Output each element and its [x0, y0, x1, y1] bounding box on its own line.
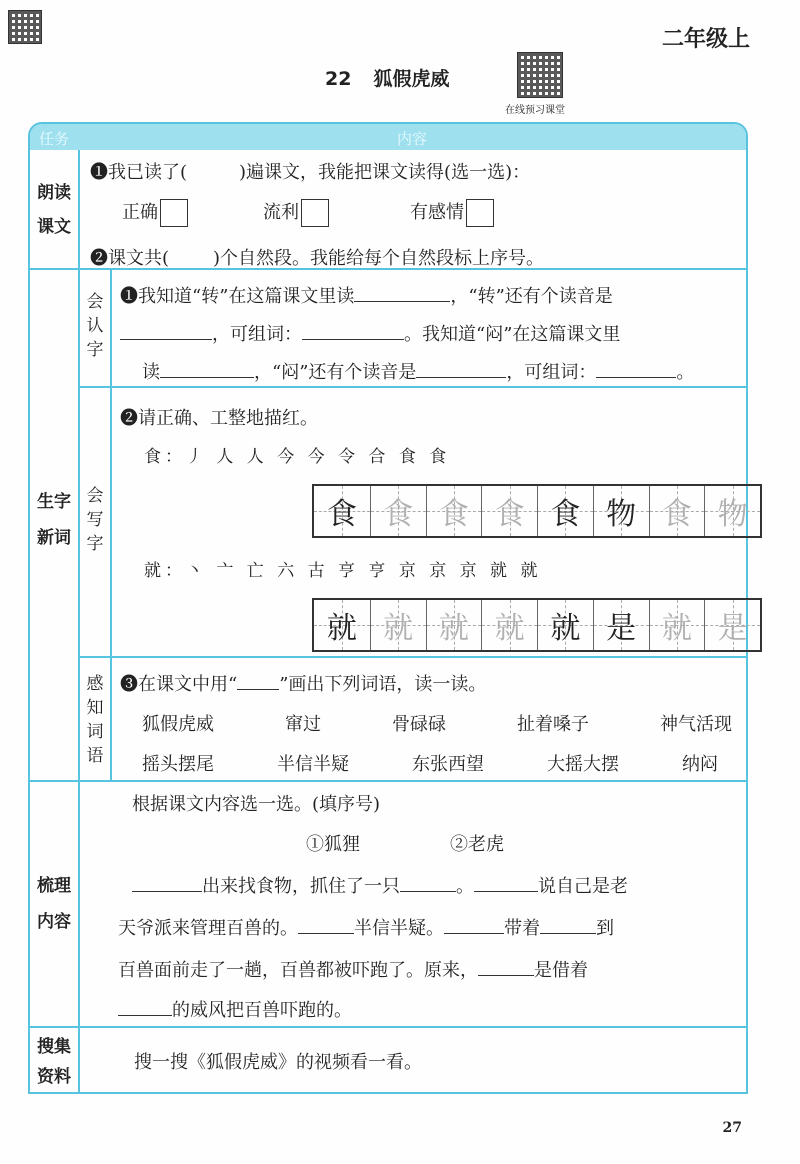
reading-option-3[interactable]: 有感情 [410, 198, 494, 227]
stroke-order-shi: 食：丿 人 人 今 今 令 合 食 食 [144, 447, 451, 467]
word[interactable]: 大摇大摆 [547, 754, 619, 775]
stroke-order-jiu: 就：丶 亠 亡 六 古 亨 亨 京 京 京 就 就 [144, 561, 542, 581]
grid-cell[interactable]: 就 [426, 600, 482, 650]
reading-option-1[interactable]: 正确 [122, 198, 188, 227]
tracing-grid-shi [312, 484, 762, 538]
lesson-title: 狐假虎威 [373, 68, 450, 90]
divider [78, 656, 746, 658]
word[interactable]: 骨碌碌 [392, 714, 446, 735]
grid-cell[interactable]: 就 [370, 600, 426, 650]
answer-blank[interactable] [298, 915, 354, 934]
label-characters: 生字 新词 [37, 492, 71, 548]
word[interactable]: 神气活现 [660, 714, 732, 735]
answer-blank[interactable] [118, 997, 172, 1016]
answer-blank[interactable] [540, 915, 596, 934]
answer-blank[interactable] [478, 957, 534, 976]
word[interactable]: 摇头摆尾 [142, 754, 214, 775]
answer-blank[interactable] [444, 915, 504, 934]
grade-label: 二年级上 [661, 27, 750, 52]
words-row-2 [142, 750, 718, 776]
summary-option-2: ②老虎 [450, 834, 504, 855]
recognize-line-3: 读 ，“闷”还有个读音是 ，可组词： 。 [142, 358, 694, 384]
grid-cell[interactable]: 就 [481, 600, 537, 650]
grid-cell[interactable]: 是 [704, 600, 760, 650]
answer-blank[interactable] [354, 283, 450, 302]
tracing-grid-jiu [312, 598, 762, 652]
answer-blank[interactable] [120, 321, 212, 340]
recognize-line-2: ，可组词： 。我知道“闷”在这篇课文里 [120, 320, 620, 346]
divider [78, 386, 746, 388]
grid-cell[interactable]: 就 [649, 600, 705, 650]
label-write: 会写字 [86, 486, 104, 554]
summary-line-1: 出来找食物，抓住了一只 。 说自己是老 [132, 872, 628, 898]
page-number: 27 [722, 1120, 742, 1136]
summary-option-1: ①狐狸 [306, 834, 360, 855]
label-collect: 搜集 资料 [37, 1037, 71, 1087]
grid-cell[interactable]: 食 [649, 486, 705, 536]
label-summary: 梳理 内容 [37, 876, 71, 932]
grid-cell[interactable]: 食 [314, 486, 370, 536]
checkbox[interactable] [160, 199, 188, 227]
word[interactable]: 窜过 [285, 714, 321, 735]
qr-code-small [8, 10, 42, 44]
grid-cell[interactable]: 是 [593, 600, 649, 650]
grid-cell[interactable]: 食 [370, 486, 426, 536]
word[interactable]: 半信半疑 [277, 754, 349, 775]
header-task: 任务 [38, 130, 69, 148]
recognize-line-1: ❶我知道“转”在这篇课文里读 ，“转”还有个读音是 [120, 282, 613, 308]
divider [110, 268, 112, 780]
checkbox[interactable] [301, 199, 329, 227]
worksheet-table [28, 122, 748, 1094]
underline-sample [237, 671, 279, 690]
divider [30, 780, 746, 782]
grid-cell[interactable]: 食 [426, 486, 482, 536]
grid-cell[interactable]: 就 [314, 600, 370, 650]
answer-blank[interactable] [400, 873, 456, 892]
answer-blank[interactable] [302, 321, 404, 340]
word[interactable]: 狐假虎威 [142, 714, 214, 735]
answer-blank[interactable] [596, 359, 676, 378]
reading-q1: ❶我已读了( )遍课文，我能把课文读得(选一选)： [90, 162, 531, 183]
label-recognize: 会认字 [86, 292, 104, 360]
words-row-1 [142, 710, 732, 736]
reading-q2: ❷课文共( )个自然段。我能给每个自然段标上序号。 [90, 248, 545, 269]
label-reading: 朗读 课文 [37, 183, 71, 237]
answer-blank[interactable] [474, 873, 538, 892]
grid-cell[interactable]: 食 [481, 486, 537, 536]
summary-line-2: 天爷派来管理百兽的。 半信半疑。 带着 到 [118, 914, 614, 940]
checkbox[interactable] [466, 199, 494, 227]
collect-text: 搜一搜《狐假虎威》的视频看一看。 [134, 1052, 422, 1073]
qr-code-preview[interactable] [517, 52, 563, 98]
divider [30, 1026, 746, 1028]
answer-blank[interactable] [132, 873, 202, 892]
summary-line-3: 百兽面前走了一趟，百兽都被吓跑了。原来， 是借着 [118, 956, 588, 982]
answer-blank[interactable] [160, 359, 254, 378]
grid-cell[interactable]: 就 [537, 600, 593, 650]
header-content: 内容 [396, 130, 427, 148]
grid-cell[interactable]: 食 [537, 486, 593, 536]
grid-cell[interactable]: 物 [593, 486, 649, 536]
word[interactable]: 扯着嗓子 [517, 714, 589, 735]
summary-instruction: 根据课文内容选一选。(填序号) [132, 794, 381, 815]
label-words: 感知词语 [86, 674, 104, 766]
word[interactable]: 纳闷 [682, 754, 718, 775]
words-instruction: ❸在课文中用“ ”画出下列词语，读一读。 [120, 670, 486, 696]
page-title [325, 64, 449, 91]
summary-line-4: 的威风把百兽吓跑的。 [118, 996, 352, 1022]
trace-instruction: ❷请正确、工整地描红。 [120, 408, 318, 429]
reading-option-2[interactable]: 流利 [263, 198, 329, 227]
answer-blank[interactable] [416, 359, 506, 378]
qr-caption: 在线预习课堂 [505, 105, 565, 116]
lesson-number: 22 [325, 68, 352, 90]
table-header [30, 124, 746, 150]
word[interactable]: 东张西望 [412, 754, 484, 775]
grid-cell[interactable]: 物 [704, 486, 760, 536]
